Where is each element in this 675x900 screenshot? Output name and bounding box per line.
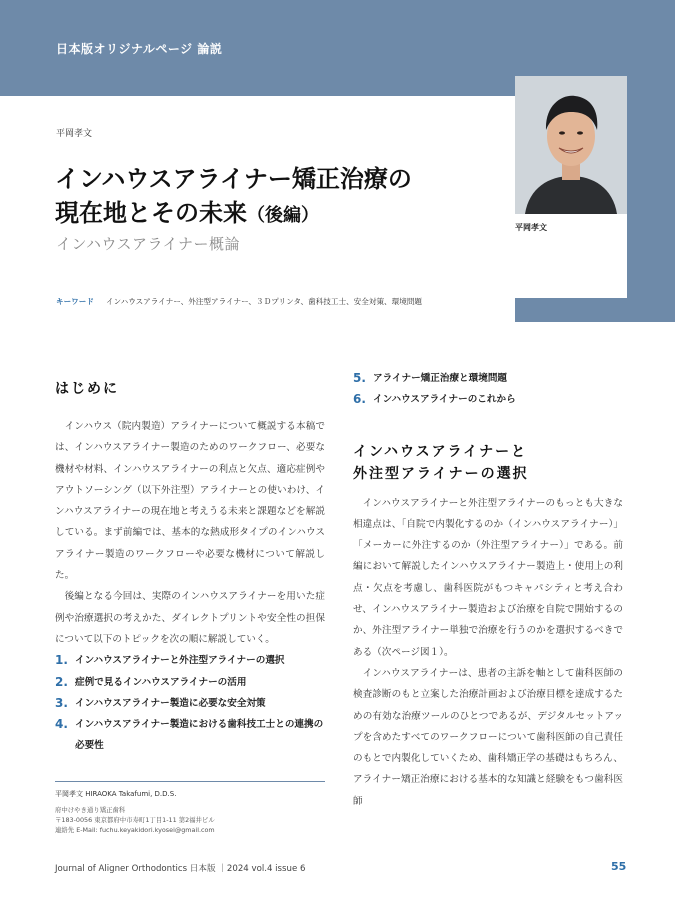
title-line-2: 現在地とその未来 <box>55 199 247 227</box>
topic-item <box>353 389 623 410</box>
photo-caption: 平岡孝文 <box>515 223 547 232</box>
topic-item <box>55 672 325 693</box>
topic-list-continued <box>353 368 623 411</box>
title-part-label: （後編） <box>247 205 319 226</box>
section-paragraph-1: インハウスアライナーと外注型アライナーのもっとも大きな相違点は、「自院で内製化するのか（インハウスアライナー）」「メーカーに外注するのか（外注型アライナー）」である。前編において解説したインハウスアライナー製造上・使用上の利点・欠点を考慮し、歯科医院がもつキャパシティと考え合わせ、インハウスアライナー製造および治療を自院で開始するのか、外注型アライナー単独で治療を行うのかを選択するべきである（次ページ図１）。 <box>353 497 623 658</box>
keywords-label: キーワード <box>56 297 94 306</box>
intro-heading: はじめに <box>55 381 119 397</box>
footnote-divider <box>55 781 325 782</box>
article-subtitle: インハウスアライナー概論 <box>56 235 241 253</box>
section-paragraph-2: インハウスアライナーは、患者の主訴を軸として歯科医師の検査診断のもと立案した治療計画および治療目標を達成するための有効な治療ツールのひとつであるが、デジタルセットアップを含めたすべてのワークフローについて歯科医師の自己責任のもとで内製化していくため、歯科矯正学の基礎はもちろん、アライナー矯正治療における基本的な知識と経験をもつ歯科医師 <box>353 667 623 807</box>
topic-item <box>55 650 325 671</box>
section-heading-line-2: 外注型アライナーの選択 <box>353 465 529 482</box>
topic-text: アライナー矯正治療と環境問題 <box>373 373 508 384</box>
topic-number: 2. <box>55 674 68 689</box>
affiliation-clinic: 府中けやき通り矯正歯科 <box>55 806 126 814</box>
right-column <box>353 368 623 812</box>
portrait-illustration <box>515 76 627 214</box>
topic-text: インハウスアライナー製造に必要な安全対策 <box>75 697 266 709</box>
title-line-1: インハウスアライナー矯正治療の <box>55 165 412 193</box>
section-heading <box>353 441 623 485</box>
keywords-text: インハウスアライナー、外注型アライナー、３Ｄプリンタ、歯科技工士、安全対策、環境問題 <box>105 297 423 306</box>
journal-footer: Journal of Aligner Orthodontics 日本版 ｜2024 vol.4 issue 6 <box>55 864 306 874</box>
section-label: 日本版オリジナルページ 論説 <box>56 42 223 56</box>
topic-item <box>353 368 623 389</box>
affiliation-address: 〒183-0056 東京都府中市寿町1丁目1-11 第2福井ビル <box>55 816 215 824</box>
author-affiliation <box>55 789 215 835</box>
topic-text: インハウスアライナーと外注型アライナーの選択 <box>75 655 285 667</box>
topic-item <box>55 693 325 714</box>
topic-item <box>55 714 325 757</box>
author-name: 平岡孝文 <box>56 129 93 139</box>
topic-number: 4. <box>55 717 68 732</box>
article-title <box>55 162 412 233</box>
affiliation-contact: 連絡先 E-Mail: fuchu.keyakidori.kyosei@gmail.com <box>55 826 215 834</box>
author-portrait <box>515 76 627 214</box>
topic-number: 1. <box>55 653 68 668</box>
intro-paragraph-1: インハウス（院内製造）アライナーについて概説する本稿では、インハウスアライナー製造のためのワークフロー、必要な機材や材料、インハウスアライナーの利点と欠点、適応症例やアウトソーシング（以下外注型）アライナーとの使いわけ、インハウスアライナーの現在地と考えうる未来と課題などを解説している。まず前編では、基本的な熱成形タイプのインハウスアライナー製造のワークフローや必要な機材について解説した。 <box>55 421 325 582</box>
intro-paragraph-2: 後編となる今回は、実際のインハウスアライナーを用いた症例や治療選択の考えかた、ダイレクトプリントや安全性の担保について以下のトピックを次の順に解説していく。 <box>55 591 325 645</box>
section-heading-line-1: インハウスアライナーと <box>353 443 528 460</box>
topic-number: 3. <box>55 695 68 710</box>
topic-number: 5. <box>353 371 366 385</box>
keywords <box>56 296 422 307</box>
topic-text: インハウスアライナー製造における歯科技工士との連携の必要性 <box>75 719 324 752</box>
affiliation-author: 平岡孝文 HIRAOKA Takafumi, D.D.S. <box>55 790 177 798</box>
topic-text: インハウスアライナーのこれから <box>373 394 516 406</box>
topic-number: 6. <box>353 392 366 407</box>
topic-list <box>55 650 325 756</box>
page-number: 55 <box>611 860 627 873</box>
left-column <box>55 378 325 757</box>
topic-text: 症例で見るインハウスアライナーの活用 <box>75 676 247 688</box>
